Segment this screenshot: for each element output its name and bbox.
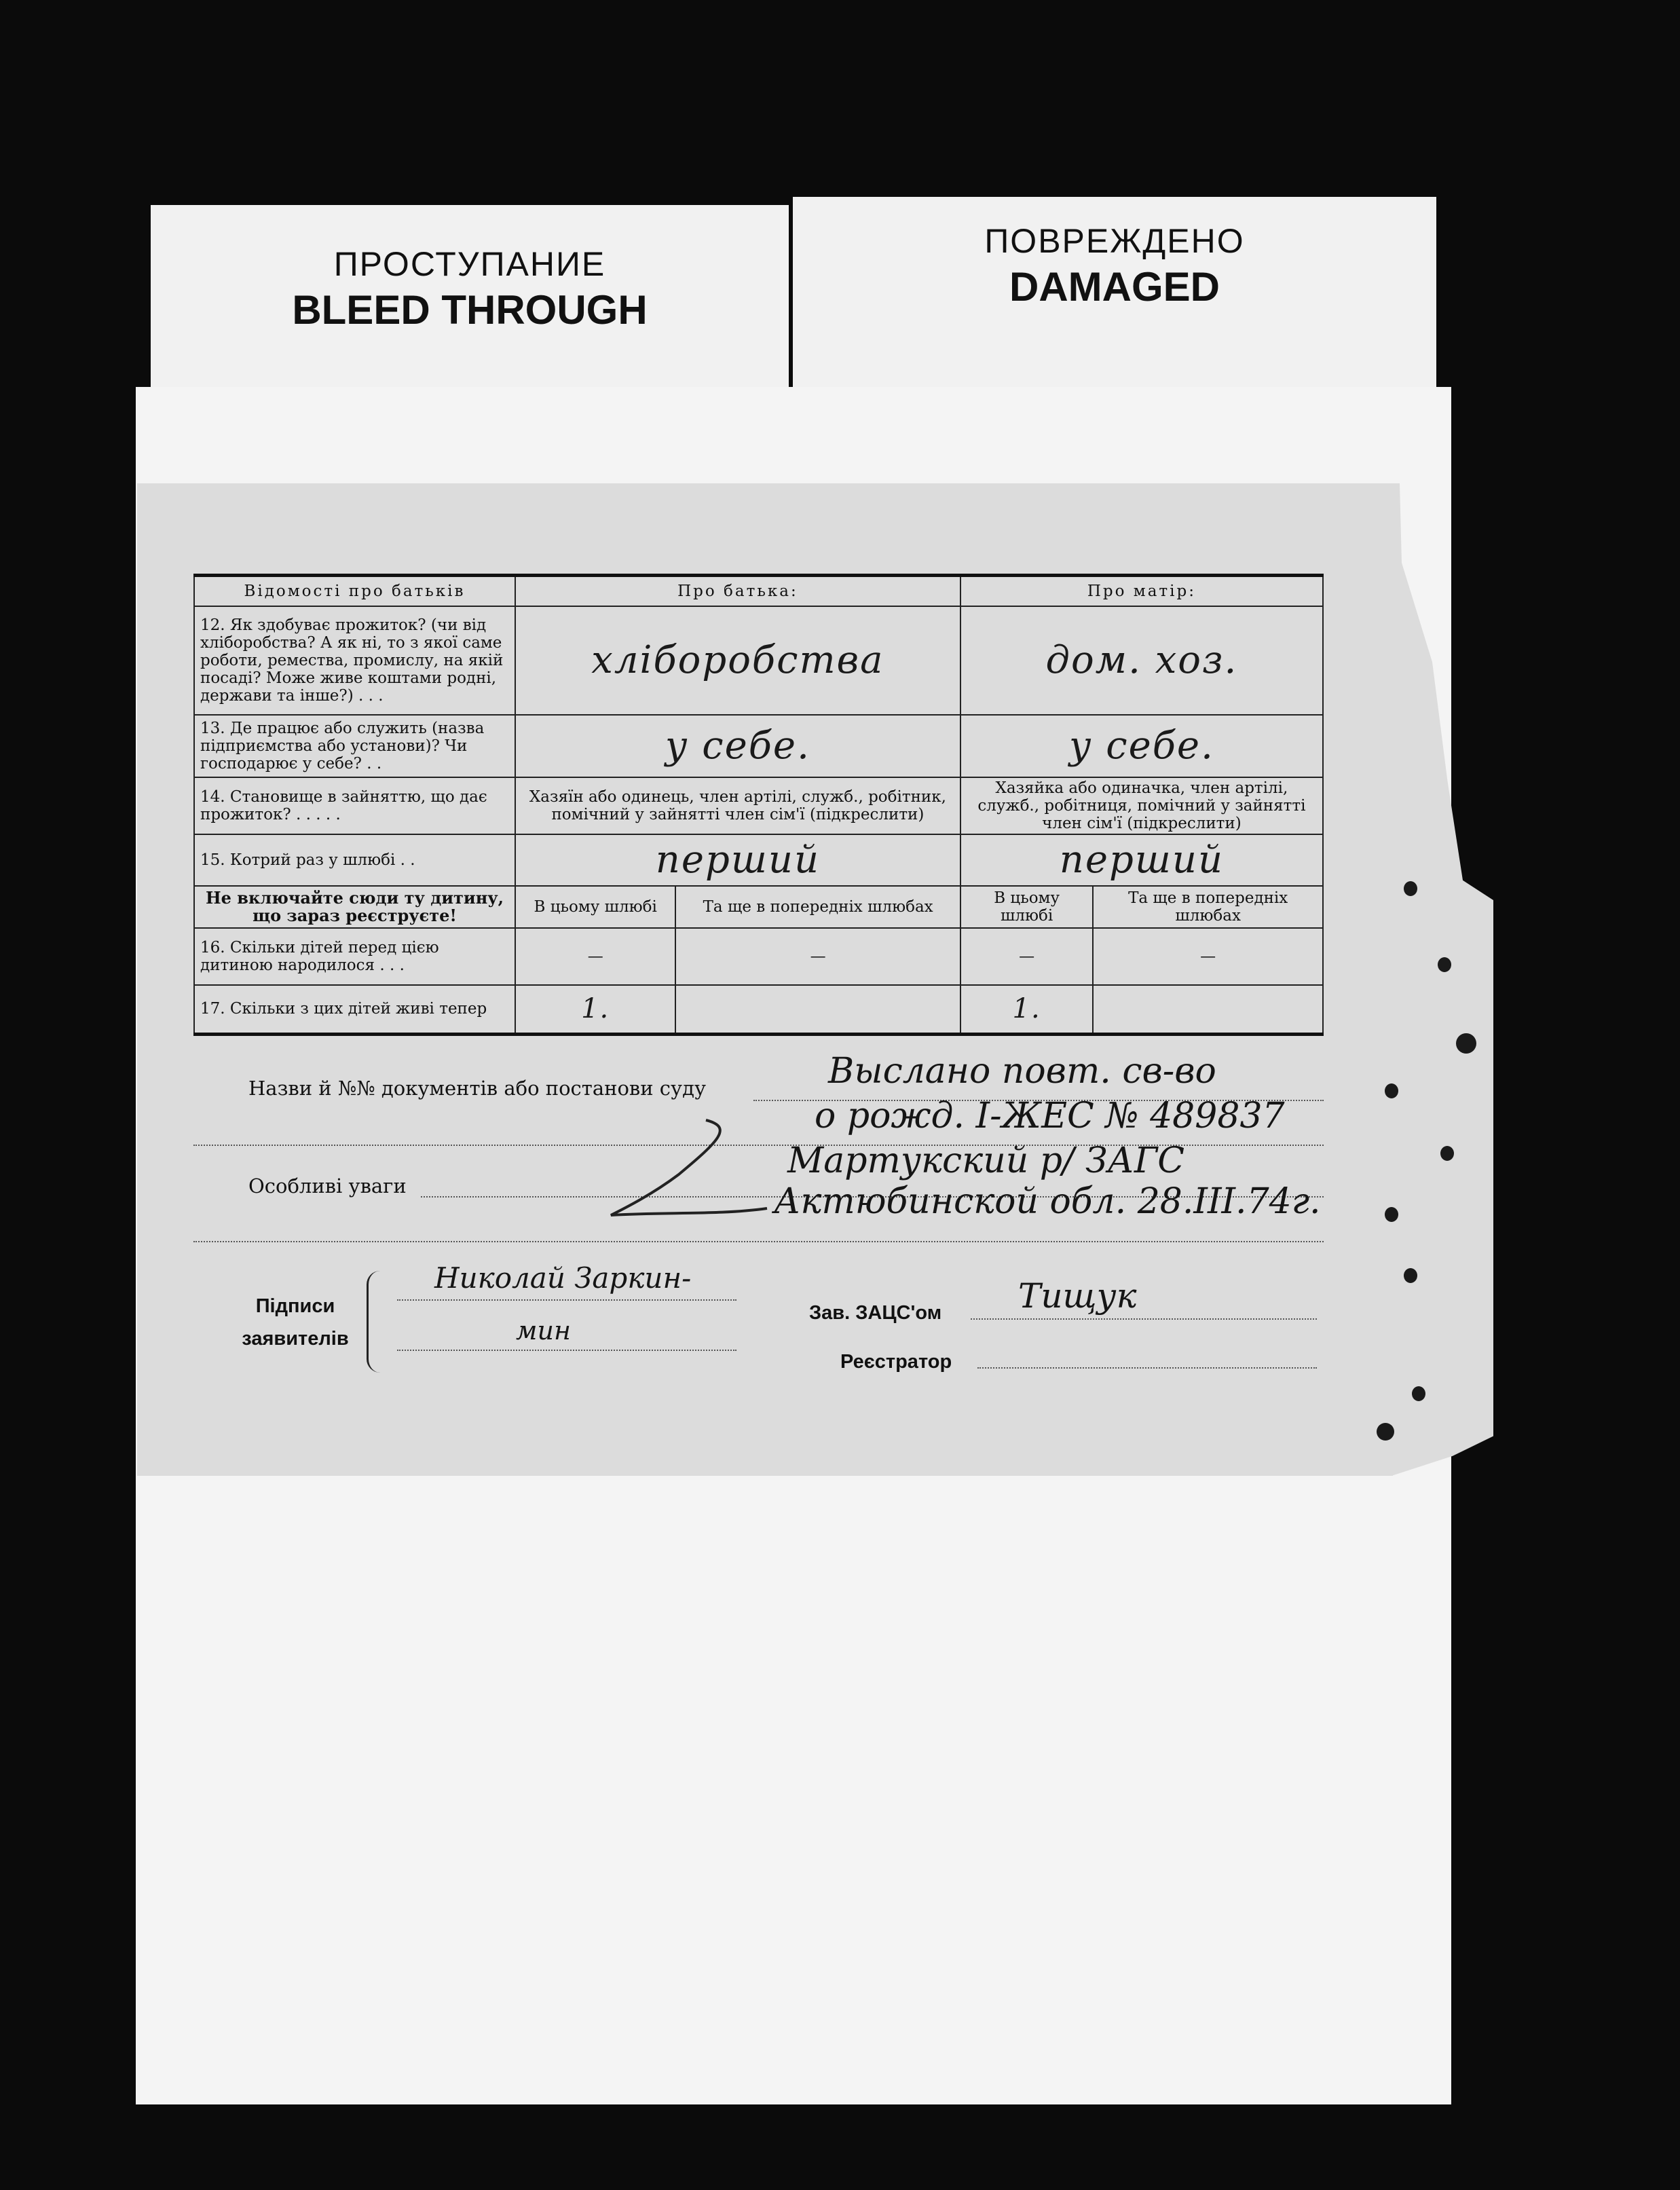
header-father: Про батька: — [515, 576, 960, 607]
header-mother: Про матір: — [960, 576, 1323, 607]
head-signature: Тищук — [1018, 1276, 1137, 1316]
cell: — — [960, 928, 1094, 985]
registrar-label: Реєстратор — [840, 1351, 952, 1373]
applicant-signature: мин — [516, 1316, 572, 1345]
answer-father: у себе. — [515, 715, 960, 777]
mother-prev-marriages: Та ще в попередніх шлюбах — [1093, 886, 1323, 928]
cell: — — [675, 928, 960, 985]
question-17: 17. Скільки з цих дітей живі тепер — [194, 985, 515, 1034]
card-title-ru: ПОВРЕЖДЕНО — [984, 222, 1245, 260]
card-title-en: BLEED THROUGH — [292, 287, 648, 333]
head-label: Зав. ЗАЦС'ом — [809, 1302, 942, 1324]
cell — [675, 985, 960, 1034]
cell — [1093, 985, 1323, 1034]
remarks-label: Особливі уваги — [248, 1174, 407, 1198]
signatures-label: Підписи заявителів — [242, 1295, 349, 1350]
table-row — [194, 715, 1323, 777]
bleed-through-card — [151, 205, 789, 395]
cell: 1. — [515, 985, 675, 1034]
cell: — — [515, 928, 675, 985]
binding-hole — [1404, 881, 1417, 896]
card-title-en: DAMAGED — [1009, 264, 1220, 310]
cell: — — [1093, 928, 1323, 985]
table-row — [194, 834, 1323, 886]
question-14: 14. Становище в зайняттю, що дає прожиток? . . . . . — [194, 777, 515, 834]
cell: 1. — [960, 985, 1094, 1034]
handwritten-note-line: Мартукский р/ ЗАГС — [787, 1140, 1185, 1181]
card-title-ru: ПРОСТУПАНИЕ — [333, 245, 606, 283]
documents-label: Назви й №№ документів або постанови суду — [248, 1077, 707, 1100]
binding-hole — [1440, 1146, 1454, 1161]
answer-father: хліборобства — [515, 606, 960, 715]
answer-father: Хазяїн або одинець, член артілі, служб., робітник, помічний у зайнятті член сім'ї (підкреслити) — [515, 777, 960, 834]
answer-mother: у себе. — [960, 715, 1323, 777]
slash-mark-icon — [597, 1113, 774, 1222]
table-row — [194, 928, 1323, 985]
handwritten-note-line: Выслано повт. св-во — [828, 1051, 1216, 1092]
father-prev-marriages: Та ще в попередніх шлюбах — [675, 886, 960, 928]
dotted-line — [397, 1350, 736, 1351]
answer-mother: дом. хоз. — [960, 606, 1323, 715]
table-row — [194, 985, 1323, 1034]
question-13: 13. Де працює або служить (назва підприємства або установи)? Чи господарює у себе? . . — [194, 715, 515, 777]
handwritten-note-line: о рожд. Ӏ-ЖЕС № 489837 — [815, 1096, 1285, 1136]
binding-hole — [1438, 957, 1451, 972]
binding-hole — [1385, 1083, 1398, 1098]
applicant-signature: Николай Заркин- — [434, 1261, 692, 1295]
dotted-line — [397, 1299, 736, 1301]
table-row — [194, 606, 1323, 715]
binding-hole — [1385, 1207, 1398, 1222]
mother-this-marriage: В цьому шлюбі — [960, 886, 1094, 928]
brace — [367, 1271, 381, 1373]
dotted-line — [977, 1367, 1317, 1369]
question-16: 16. Скільки дітей перед цією дитиною народилося . . . — [194, 928, 515, 985]
dotted-line — [971, 1318, 1317, 1320]
binding-hole — [1412, 1386, 1425, 1401]
damaged-card — [793, 197, 1436, 395]
table-row — [194, 886, 1323, 928]
binding-hole — [1377, 1423, 1394, 1441]
header-info: Відомості про батьків — [194, 576, 515, 607]
answer-mother: Хазяйка або одиначка, член артілі, служб., робітниця, помічний у зайнятті член сім'ї (підкреслити) — [960, 777, 1323, 834]
binding-hole — [1456, 1033, 1476, 1054]
answer-father: перший — [515, 834, 960, 886]
children-note: Не включайте сюди ту дитину, що зараз реєструєте! — [194, 886, 515, 928]
table-row — [194, 777, 1323, 834]
question-12: 12. Як здобуває прожиток? (чи від хліборобства? А як ні, то з якої саме роботи, ремества, промислу, на якій посаді? Може живе коштами родні, держави та інше?) . . . — [194, 606, 515, 715]
dotted-line — [193, 1241, 1324, 1242]
father-this-marriage: В цьому шлюбі — [515, 886, 675, 928]
binding-hole — [1404, 1268, 1417, 1283]
question-15: 15. Котрий раз у шлюбі . . — [194, 834, 515, 886]
handwritten-note-line: Актюбинской обл. 28.ІІІ.74г. — [774, 1181, 1321, 1222]
answer-mother: перший — [960, 834, 1323, 886]
parents-table — [193, 574, 1324, 1036]
